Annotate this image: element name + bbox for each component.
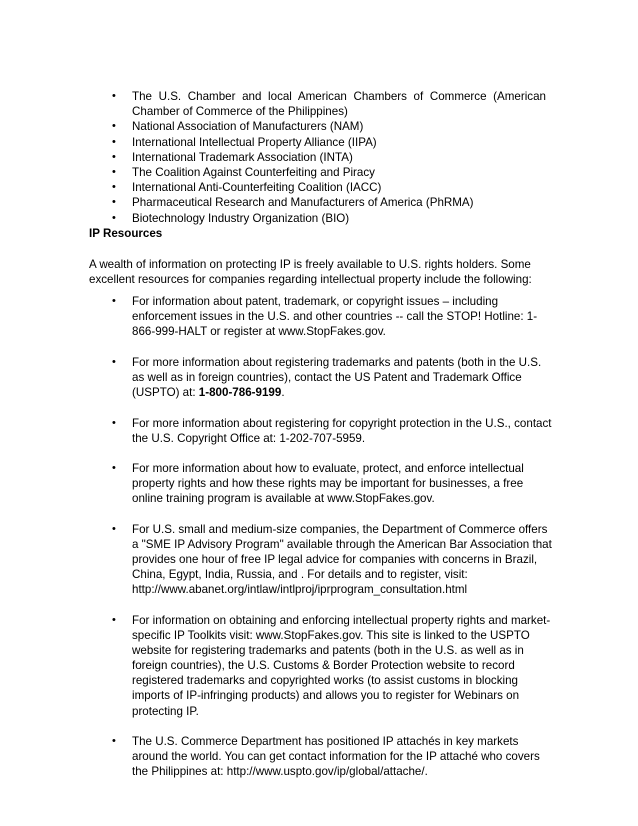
resource-list [112, 294, 554, 795]
list-item [112, 211, 546, 226]
list-item [112, 150, 546, 165]
resource-text: For more information about registering trademarks and patents (both in the U.S. as well as in foreign countries), contact the US Patent and Trademark Office (USPTO) at: [132, 355, 542, 399]
resource-text: For information on obtaining and enforcing intellectual property rights and market-specific IP Toolkits visit: www.StopFakes.gov. This site is linked to the USPTO website for registering trademarks and patents (both in the U.S. as well as in foreign countries), the U.S. Customs & Border Protection website to record registered trademarks and copyrighted works (to assist customs in blocking imports of IP-infringing products) and allows you to register for Webinars on protecting IP. [132, 614, 551, 718]
organization-name: The U.S. Chamber and local American Chambers of Commerce (American Chamber of Commerce of the Philippines) [132, 90, 546, 119]
bullet-icon: • [112, 181, 116, 194]
list-item [112, 294, 554, 339]
organization-name: International Intellectual Property Alliance (IIPA) [132, 135, 377, 149]
section-heading: IP Resources [89, 227, 163, 240]
bullet-icon: • [112, 135, 116, 148]
organization-name: Pharmaceutical Research and Manufacturers of America (PhRMA) [132, 196, 474, 210]
resource-text-end: . [281, 385, 285, 399]
bullet-icon: • [112, 462, 116, 475]
resource-text: For U.S. small and medium-size companies, the Department of Commerce offers a "SME IP Advisory Program" available through the American Bar Association that provides one hour of free IP legal advice for companies with concerns in Brazil, China, Egypt, India, Russia, and . For details and to register, visit: http://www.abanet.org/intlaw/intlproj/iprprogram_consultation.html [132, 523, 552, 597]
uspto-phone: 1-800-786-9199 [198, 385, 282, 399]
organization-list [112, 89, 546, 226]
list-item [112, 734, 554, 779]
list-item [112, 165, 546, 180]
resource-text: For information about patent, trademark, or copyright issues – including enforcement issues in the U.S. and other countries -- call the STOP! Hotline: 1-866-999-HALT or register at www.StopFakes.gov. [132, 295, 538, 339]
organization-name: The Coalition Against Counterfeiting and Piracy [132, 166, 375, 180]
section-intro: A wealth of information on protecting IP is freely available to U.S. rights holders. Some excellent resources for companies regarding intellectual property include the following: [89, 258, 532, 287]
list-item [112, 416, 554, 446]
list-item [112, 119, 546, 134]
bullet-icon: • [112, 150, 116, 163]
list-item [112, 355, 554, 400]
resource-text: For more information about registering for copyright protection in the U.S., contact the U.S. Copyright Office at: 1-202-707-5959. [132, 416, 552, 445]
list-item [112, 180, 546, 195]
list-item [112, 195, 546, 210]
list-item [112, 522, 554, 597]
bullet-icon: • [112, 523, 116, 536]
organization-name: Biotechnology Industry Organization (BIO) [132, 211, 350, 225]
bullet-icon: • [112, 196, 116, 209]
list-item [112, 461, 554, 506]
bullet-icon: • [112, 416, 116, 429]
list-item [112, 89, 546, 119]
organization-name: International Trademark Association (INTA) [132, 150, 353, 164]
resource-text: The U.S. Commerce Department has positioned IP attachés in key markets around the world. You can get contact information for the IP attaché who covers the Philippines at: http://www.uspto.gov/ip/global/attache/. [132, 735, 540, 779]
organization-name: National Association of Manufacturers (NAM) [132, 120, 364, 134]
bullet-icon: • [112, 120, 116, 133]
bullet-icon: • [112, 355, 116, 368]
list-item [112, 135, 546, 150]
bullet-icon: • [112, 735, 116, 748]
bullet-icon: • [112, 90, 116, 102]
bullet-icon: • [112, 614, 116, 626]
bullet-icon: • [112, 295, 116, 307]
bullet-icon: • [112, 211, 116, 224]
list-item [112, 613, 554, 719]
bullet-icon: • [112, 166, 116, 179]
organization-name: International Anti-Counterfeiting Coalition (IACC) [132, 181, 382, 195]
resource-text: For more information about how to evaluate, protect, and enforce intellectual property rights and how these rights may be important for businesses, a free online training program is available at www.StopFakes.gov. [132, 462, 524, 506]
